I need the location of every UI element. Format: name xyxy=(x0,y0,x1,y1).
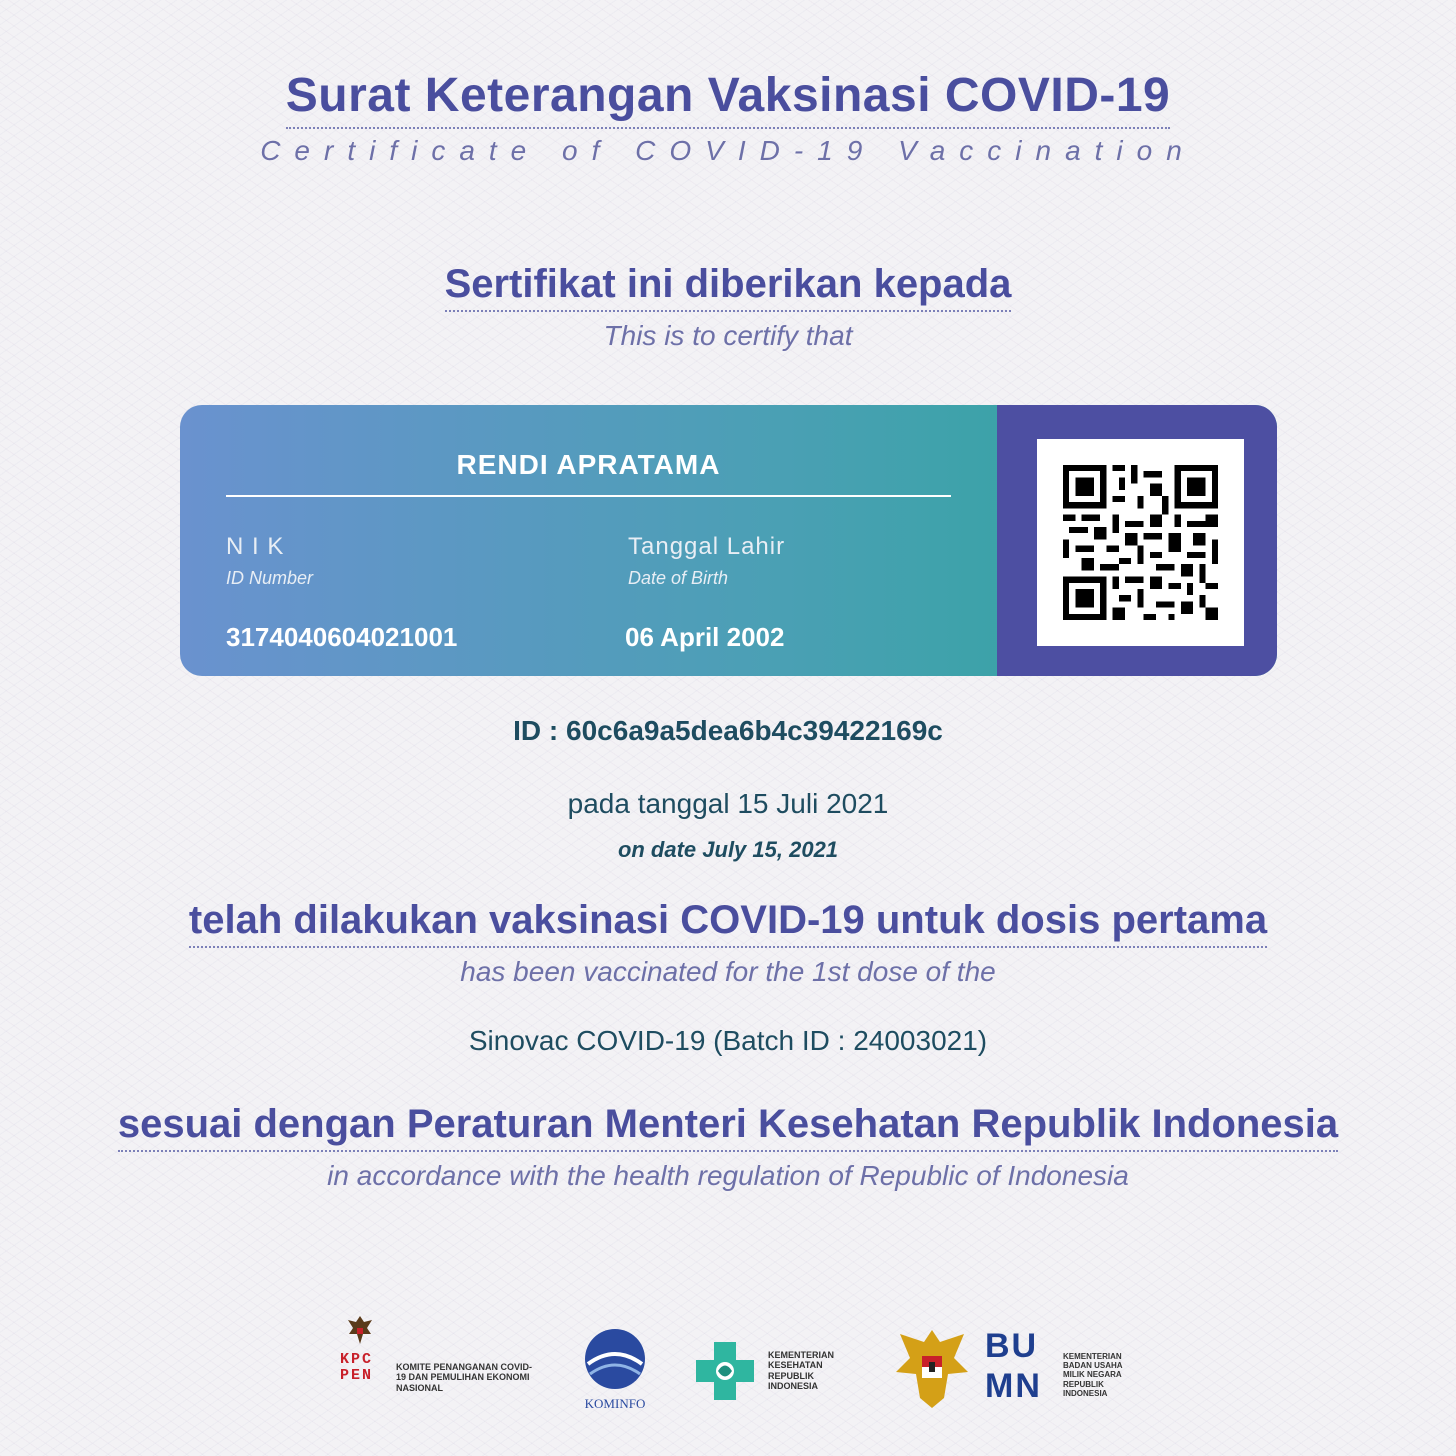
kominfo-emblem-icon xyxy=(580,1324,650,1394)
certificate-header xyxy=(0,70,1456,167)
holder-card xyxy=(180,405,1277,676)
bumn-text: KEMENTERIAN BADAN USAHA MILIK NEGARA REPUBLIK INDONESIA xyxy=(1063,1352,1123,1398)
dose-section xyxy=(0,898,1456,988)
bumn-logo xyxy=(985,1326,1130,1416)
dob-value: 06 April 2002 xyxy=(625,622,785,652)
certificate-id: ID : 60c6a9a5dea6b4c39422169c xyxy=(513,715,943,746)
dob-label: Tanggal Lahir xyxy=(628,533,786,560)
holder-name: RENDI APRATAMA xyxy=(456,449,721,480)
qr-code-icon xyxy=(1063,465,1218,620)
kpcpen-text: KOMITE PENANGANAN COVID-19 DAN PEMULIHAN EKONOMI NASIONAL xyxy=(396,1362,533,1393)
kpcpen-logo xyxy=(340,1310,540,1410)
garuda-pancasila-icon xyxy=(892,1324,972,1414)
kemenkes-text: KEMENTERIAN KESEHATAN REPUBLIK INDONESIA xyxy=(768,1350,835,1392)
bumn-mark: BUMN xyxy=(985,1327,1042,1405)
vaccine-info: Sinovac COVID-19 (Batch ID : 24003021) xyxy=(468,1025,988,1056)
certificate-title: Surat Keterangan Vaksinasi COVID-19 xyxy=(286,70,1171,129)
name-divider xyxy=(226,495,951,497)
kominfo-text: KOMINFO xyxy=(584,1396,646,1411)
intro-section xyxy=(0,262,1456,352)
certificate-subtitle: Certificate of COVID-19 Vaccination xyxy=(260,134,1196,166)
vaccination-date-en: on date July 15, 2021 xyxy=(617,837,839,862)
garuda-logo xyxy=(892,1324,972,1414)
nik-label: N I K xyxy=(226,533,285,560)
regulation-section xyxy=(0,1102,1456,1192)
kominfo-logo xyxy=(570,1324,660,1420)
intro-title: Sertifikat ini diberikan kepada xyxy=(445,262,1012,312)
nik-value: 3174040604021001 xyxy=(226,622,458,652)
vaccination-date-id: pada tanggal 15 Juli 2021 xyxy=(567,788,889,819)
garuda-small-icon xyxy=(345,1314,375,1348)
regulation-title: sesuai dengan Peraturan Menteri Kesehatan Republik Indonesia xyxy=(118,1102,1338,1152)
intro-subtitle: This is to certify that xyxy=(603,320,853,351)
qr-code[interactable] xyxy=(1037,439,1244,646)
regulation-subtitle: in accordance with the health regulation of Republic of Indonesia xyxy=(327,1160,1129,1191)
dose-title: telah dilakukan vaksinasi COVID-19 untuk dosis pertama xyxy=(189,898,1267,948)
kemenkes-emblem-icon xyxy=(692,1338,758,1404)
qr-panel xyxy=(997,405,1277,676)
dob-sublabel: Date of Birth xyxy=(628,568,729,588)
partner-logos xyxy=(0,1310,1456,1420)
nik-sublabel: ID Number xyxy=(226,568,314,588)
kpcpen-mark: KPC PEN xyxy=(340,1351,374,1384)
dose-subtitle: has been vaccinated for the 1st dose of the xyxy=(460,956,996,987)
kemenkes-logo xyxy=(692,1338,862,1408)
